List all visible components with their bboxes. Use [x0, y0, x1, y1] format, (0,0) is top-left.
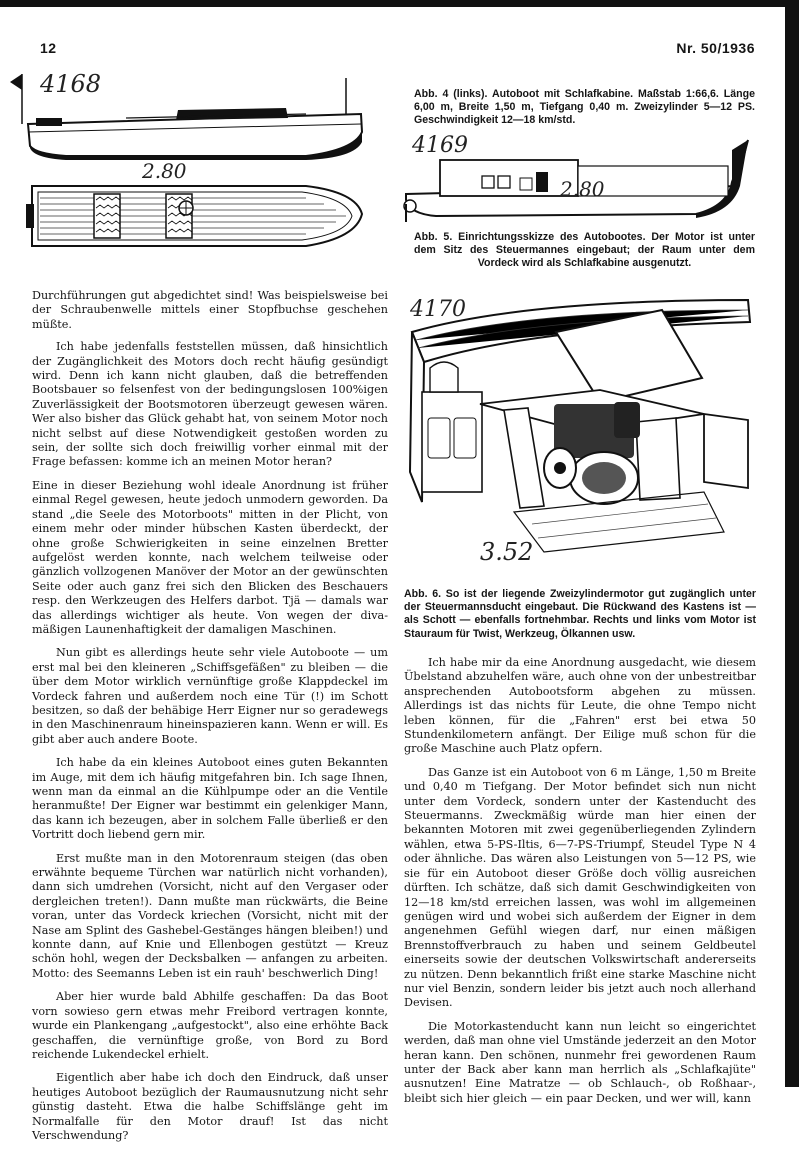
paragraph: Durchführungen gut abgedichtet sind! Was beispielsweise bei der Schraubenwelle mittels einer Stopfbuchse geschehen müßte. — [32, 289, 388, 331]
handwritten-id-fig1: 4168 — [40, 70, 102, 98]
paragraph: Ich habe mir da eine Anordnung ausgedacht, wie diesem Übelstand abzuhelfen wäre, auch ohne von der unbestreitbar ansprechenden Autobootsform abgehen zu müssen. Allerdings ist das nichts für Leute, die ohne Tempo nicht leben können, für die „Fahren" erst bei etwa 50 Stundenkilometern anfängt. Der Eilige muß schon für die große Maschine auch Platz opfern. — [404, 656, 756, 756]
handwritten-id-fig3: 4170 — [410, 297, 466, 322]
caption-abb4: Abb. 4 (links). Autoboot mit Schlafkabine. Maßstab 1:66,6. Länge 6,00 m, Breite 1,50 m, Tiefgang 0,40 m. Zweizylinder 5—12 PS. Geschwindigkeit 12—18 km/std. — [414, 88, 755, 127]
paragraph: Eigentlich aber habe ich doch den Eindruck, daß unser heutiges Autoboot bezüglich der Raumausnutzung nicht sehr günstig dasteht. Etwa die halbe Schiffslänge geht im Normalfalle für den Motor drauf! Ist das nicht Verschwendung? — [32, 1071, 388, 1142]
top-border — [0, 0, 799, 7]
handwritten-id-fig2: 4169 — [412, 133, 468, 158]
caption-abb6: Abb. 6. So ist der liegende Zweizylindermotor gut zugänglich unter der Steuermannsducht eingebaut. Die Rückwand des Kastens ist — als Schott — ebenfalls fortnehmbar. Rechts und links vom Motor ist Stauraum für Twist, Werkzeug, Ölkannen usw. — [404, 588, 756, 640]
paragraph: Eine in dieser Beziehung wohl ideale Anordnung ist früher einmal Regel gewesen, heute jedoch unmodern geworden. Da stand „die Seele des Motorboots" mitten in der Plicht, von einem mehr oder minder hübschen Kasten überdeckt, der ohne große Schwierigkeiten in seine einzelnen Bretter aufgelöst werden konnte, nach welchem teilweise oder gänzlich vollzogenen Manöver der Motor an der gewünschten Seite oder auch ganz frei sich den Blicken des Beschauers resp. den Werkzeugen des Helfers darbot. Tjä — damals war das allerdings wichtiger als heute. Von wegen der diva-mäßigen Launenhaftigkeit der damaligen Maschinen. — [32, 478, 388, 636]
caption-abb5: Abb. 5. Einrichtungsskizze des Autobootes. Der Motor ist unter dem Sitz des Steuermannes eingebaut; der Raum unter dem Vordeck wird als Schlafkabine ausgenutzt. — [414, 231, 755, 270]
issue-number: Nr. 50/1936 — [676, 40, 755, 56]
paragraph: Ich habe jedenfalls feststellen müssen, daß hinsichtlich der Zugänglichkeit des Motors doch recht häufig gesündigt wird. Denn ich kann nicht glauben, daß die betreffenden Bootsbauer so felsenfest von der bedingungslosen 100%igen Zuverlässigkeit der Bootsmotoren überzeugt gewesen wären. Wer also bisher das Glück gehabt hat, von seinem Motor noch nicht selbst auf diese Notwendigkeit gestoßen worden zu sein, der sollte sich doch freiwillig vorher einmal mit der Frage befassen: komme ich an meinen Motor heran? — [32, 340, 388, 469]
handwritten-sig-fig1: 2.80 — [142, 159, 187, 183]
paragraph: Aber hier wurde bald Abhilfe geschaffen: Da das Boot vorn sowieso gern etwas mehr Freibord vertragen konnte, wurde ein Plankengang „aufgestockt", also eine erhöhte Back geschaffen, die vernünftige große, von Bord zu Bord reichende Lukendeckel erhielt. — [32, 990, 388, 1061]
handwritten-sig-fig3: 3.52 — [480, 538, 534, 566]
handwritten-sig-fig2: 2.80 — [560, 177, 605, 201]
figure-boat-plan — [6, 62, 370, 272]
figure-boat-interior — [396, 130, 750, 228]
paragraph: Erst mußte man in den Motorenraum steigen (das oben erwähnte bequeme Türchen war natürlich nicht vorhanden), dann sich umdrehen (Vorsicht, nicht auf den Vergaser oder dergleichen treten!). Dann mußte man rückwärts, die Beine voran, unter das Vordeck kriechen (Vorsicht, nicht mit der Nase am Splint des Gashebel-Gestänges hängen bleiben!) und konnte dann, auf Knie und Ellenbogen gestützt — Kreuz schön hohl, wegen der Decksbalken — anfangen zu arbeiten. Motto: des Seemanns Leben ist ein rauh' beschwerlich Ding! — [32, 851, 388, 980]
paragraph: Ich habe da ein kleines Autoboot eines guten Bekannten im Auge, mit dem ich häufig mitgefahren bin. Ich sage Ihnen, wenn man da einmal an die Kühlpumpe oder an die Ventile heranmußte! Der Eigner war bestimmt ein gelenkiger Mann, das kann ich bezeugen, aber in solchem Falle überließ er den Vortritt doch liebend gern mir. — [32, 756, 388, 842]
figure-engine-box — [404, 292, 756, 580]
right-text-column — [404, 656, 756, 1115]
left-text-column — [32, 289, 388, 1152]
page-number: 12 — [40, 40, 57, 56]
paragraph: Das Ganze ist ein Autoboot von 6 m Länge, 1,50 m Breite und 0,40 m Tiefgang. Der Motor befindet sich nun nicht unter dem Vordeck, sondern unter der Kastenducht des Steuermanns. Zweckmäßig würde man hier einen der bekannten Motoren mit zwei gegenüberliegenden Zylindern wählen, etwa 5-PS-Iltis, 6—7-PS-Triumpf, Steudel Type N 4 oder ähnliche. Das wären also Leistungen von 5—12 PS, wie sie für ein Autoboot dieser Größe doch völlig ausreichen dürften. Ich schätze, daß sich damit Geschwindigkeiten von 12—18 km/std erreichen lassen, was wohl im allgemeinen genügen wird und wobei sich außerdem der Eigner in dem angenehmen Gefühl wiegen darf, nur einen mäßigen Brennstoffverbrauch zu haben und seinem Geldbeutel einerseits sowie der deutschen Volkswirtschaft andererseits zu nützen. Denn bekanntlich frißt eine starke Maschine nicht nur viel Benzin, sondern leider bis jetzt auch noch allerhand Devisen. — [404, 765, 756, 1010]
paragraph: Nun gibt es allerdings heute sehr viele Autoboote — um erst mal bei den kleineren „Schiffsgefäßen" zu bleiben — die über dem Motor wirklich vernünftige große Klappdeckel im Vordeck fahren und außerdem noch eine Tür (!) im Schott besitzen, so daß der behäbige Herr Eigner nur so geradewegs in den Maschinenraum hineinspazieren kann. Wenn er will. Es gibt aber auch andere Boote. — [32, 646, 388, 746]
right-border — [785, 0, 799, 1087]
paragraph: Die Motorkastenducht kann nun leicht so eingerichtet werden, daß man ohne viel Umstände jederzeit an den Motor heran kann. Den schönen, nunmehr frei gewordenen Raum unter der Back aber kann man herrlich als „Schlafkajüte" ausnutzen! Eine Matratze — ob Schlauch-, ob Roßhaar-, bleibt sich hier gleich — ein paar Decken, und wer will, kann — [404, 1019, 756, 1105]
